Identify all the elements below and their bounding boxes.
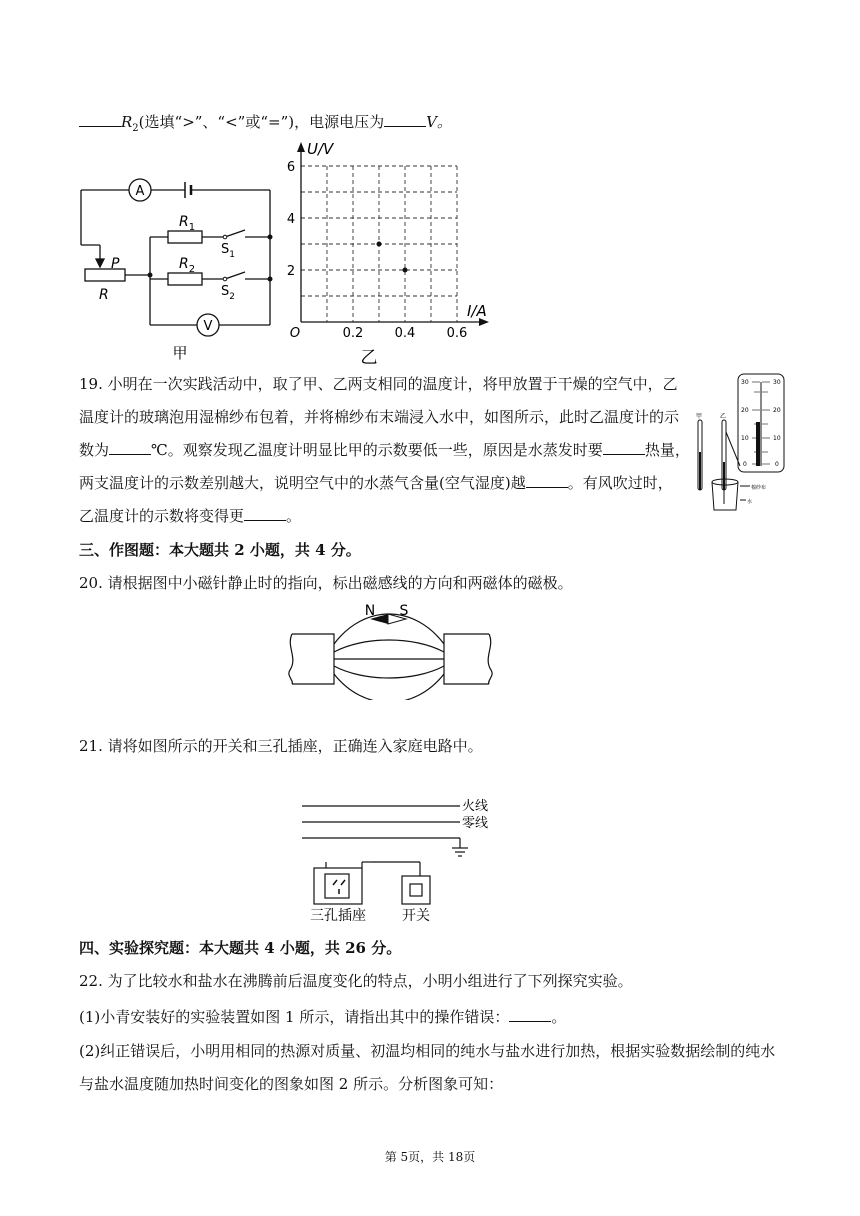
field-line — [334, 666, 444, 678]
q19-line-4: 两支温度计的示数差别越大，说明空气中的水蒸气含量(空气湿度)越 。有风吹过时， — [79, 474, 673, 492]
scale-label: 30 — [741, 379, 749, 386]
s2-label: $S_2$ — [221, 284, 235, 302]
y-tick-label: 4 — [286, 212, 296, 227]
data-point — [403, 268, 408, 273]
answer-blank — [79, 112, 121, 127]
u-i-graph — [285, 138, 505, 368]
r2-subscript: 2 — [132, 123, 139, 134]
scale-label: 0 — [743, 461, 747, 468]
q22-intro: 22. 为了比较水和盐水在沸腾前后温度变化的特点，小明小组进行了下列探究实验。 — [79, 972, 633, 990]
answer-blank — [109, 440, 151, 455]
field-line — [334, 640, 444, 652]
thermometer-yi-label: 乙 — [720, 413, 727, 420]
neutral-wire-label: 零线 — [462, 816, 489, 831]
live-wire-label: 火线 — [462, 799, 489, 814]
socket-face — [325, 874, 349, 898]
q19-line-5: 乙温度计的示数将变得更 。 — [79, 507, 302, 525]
scale-label: 20 — [773, 407, 781, 414]
q20-text: 20. 请根据图中小磁针静止时的指向，标出磁感线的方向和两磁体的磁极。 — [79, 574, 573, 592]
r2-symbol — [168, 273, 202, 285]
x-tick-label: 0.4 — [394, 326, 416, 341]
answer-blank — [509, 1007, 551, 1022]
voltmeter-label: V — [203, 319, 213, 334]
slider-label: P — [111, 256, 120, 272]
circuit-diagram — [75, 175, 280, 365]
answer-blank — [244, 506, 286, 521]
data-point — [377, 242, 382, 247]
q18-text: (选填“>”、“<”或“=”)，电源电压为 — [138, 113, 385, 131]
q22-part-2-line-2: 与盐水温度随加热时间变化的图象如图 2 所示。分析图象可知： — [79, 1075, 504, 1093]
switch-label: 开关 — [402, 908, 430, 924]
magnet-field-diagram — [284, 600, 496, 700]
rheostat-label: R — [99, 287, 109, 303]
page-footer: 第 5页，共 18页 — [384, 1150, 476, 1164]
scale-label: 0 — [775, 461, 779, 468]
thermometer-figure — [688, 372, 788, 522]
s1-label: $S_1$ — [221, 242, 235, 260]
household-circuit-diagram — [300, 796, 500, 926]
q18-line — [79, 112, 452, 139]
x-tick-label: 0.6 — [446, 326, 468, 341]
r2-label: $R_2$ — [179, 256, 196, 275]
section-4-heading: 四、实验探究题：本大题共 4 小题，共 26 分。 — [79, 939, 402, 957]
y-axis-label: U/V — [307, 140, 334, 158]
right-magnet — [444, 634, 489, 684]
x-tick-label: 0.2 — [342, 326, 364, 341]
r1-symbol — [168, 231, 202, 243]
unit-text: V。 — [426, 113, 452, 131]
answer-blank — [384, 112, 426, 127]
r2-symbol: R — [121, 113, 133, 131]
q22-part-2-line-1: (2)纠正错误后，小明用相同的热源对质量、初温均相同的纯水与盐水进行加热，根据实验数据绘制的纯水 — [79, 1042, 776, 1060]
needle-n-label: N — [364, 603, 376, 619]
figure-caption-yi: 乙 — [360, 348, 378, 368]
needle-s-label: S — [399, 603, 409, 619]
y-tick-label: 6 — [286, 160, 296, 175]
figure-caption-jia: 甲 — [172, 344, 188, 362]
thermometer-jia-label: 甲 — [696, 413, 703, 420]
y-tick-label: 2 — [286, 264, 296, 279]
scale-label: 10 — [741, 435, 749, 442]
socket-label: 三孔插座 — [310, 908, 366, 924]
ammeter-label: A — [135, 184, 145, 199]
q19-line-1: 19. 小明在一次实践活动中，取了甲、乙两支相同的温度计，将甲放置于干燥的空气中，乙 — [79, 375, 678, 393]
q19-line-3: 数为 ℃。观察发现乙温度计明显比甲的示数要低一些，原因是水蒸发时要 热量， — [79, 441, 690, 459]
switch-box — [402, 876, 430, 904]
origin-label: O — [289, 326, 301, 341]
q22-part-1: (1)小青安装好的实验装置如图 1 所示，请指出其中的操作错误： 。 — [79, 1008, 567, 1026]
cloth-label: 棉纱布 — [751, 485, 767, 491]
q19-line-2: 温度计的玻璃泡用湿棉纱布包着，并将棉纱布末端浸入水中，如图所示，此时乙温度计的示 — [79, 408, 680, 426]
answer-blank — [603, 440, 645, 455]
scale-label: 30 — [773, 379, 781, 386]
water-label: 水 — [747, 499, 753, 505]
section-3-heading: 三、作图题：本大题共 2 小题，共 4 分。 — [79, 541, 361, 559]
r1-label: $R_1$ — [179, 214, 196, 233]
left-magnet — [292, 634, 334, 684]
scale-label: 20 — [741, 407, 749, 414]
q21-text: 21. 请将如图所示的开关和三孔插座，正确连入家庭电路中。 — [79, 737, 483, 755]
switch-button — [410, 884, 422, 896]
scale-label: 10 — [773, 435, 781, 442]
answer-blank — [526, 473, 568, 488]
x-axis-label: I/A — [467, 302, 487, 320]
y-axis-arrow — [297, 142, 305, 152]
